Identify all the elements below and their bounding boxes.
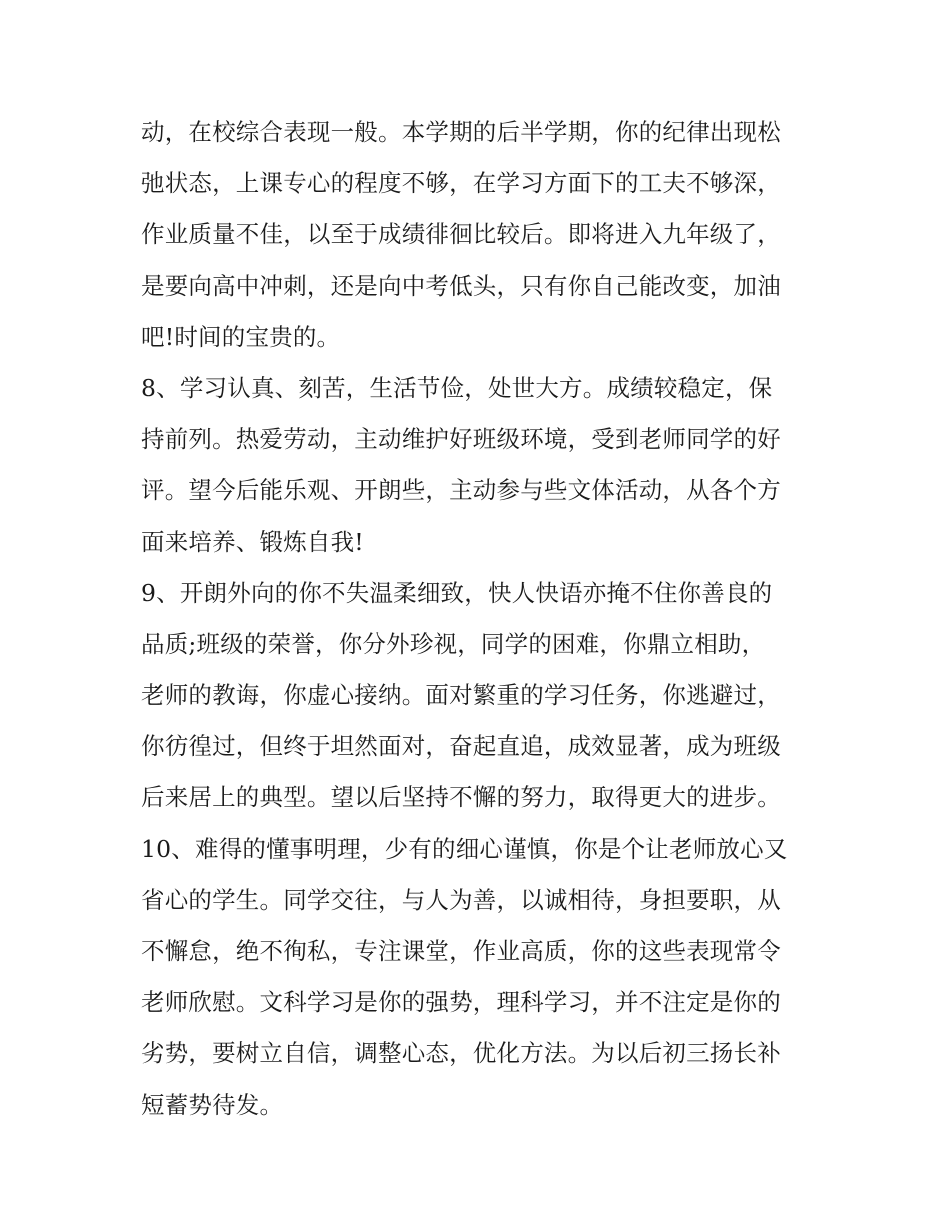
text-line: 动，在校综合表现一般。本学期的后半学期，你的纪律出现松 — [141, 118, 781, 146]
text-line: 短蓄势待发。 — [141, 1090, 284, 1119]
text-line: 你彷徨过，但终于坦然面对，奋起直追，成效显著，成为班级 — [141, 732, 781, 761]
document-body — [141, 107, 821, 1131]
text-line: 不懈怠，绝不徇私，专注课堂，作业高质，你的这些表现常令 — [141, 937, 781, 965]
text-line: 评。望今后能乐观、开朗些，主动参与些文体活动，从各个方 — [141, 476, 781, 505]
text-line: 作业质量不佳，以至于成绩徘徊比较后。即将进入九年级了， — [141, 220, 781, 249]
text-line: 弛状态，上课专心的程度不够，在学习方面下的工夫不够深， — [141, 169, 781, 198]
text-line: 是要向高中冲刺，还是向中考低头，只有你自己能改变，加油 — [141, 271, 781, 300]
text-line: 面来培养、锻炼自我! — [141, 527, 364, 556]
text-line: 品质;班级的荣誉，你分外珍视，同学的困难，你鼎立相助， — [141, 629, 766, 658]
text-line: 吧!时间的宝贵的。 — [141, 322, 341, 351]
text-line: 老师欣慰。文科学习是你的强势，理科学习，并不注定是你的 — [141, 988, 781, 1017]
text-line: 持前列。热爱劳动，主动维护好班级环境，受到老师同学的好 — [141, 425, 781, 454]
text-line: 省心的学生。同学交往，与人为善，以诚相待，身担要职，从 — [141, 885, 781, 914]
text-line: 后来居上的典型。望以后坚持不懈的努力，取得更大的进步。 — [141, 783, 781, 812]
text-line: 劣势，要树立自信，调整心态，优化方法。为以后初三扬长补 — [141, 1039, 781, 1068]
text-line: 10、难得的懂事明理，少有的细心谨慎，你是个让老师放心又 — [141, 834, 788, 863]
text-line: 8、学习认真、刻苦，生活节俭，处世大方。成绩较稳定，保 — [141, 373, 773, 402]
text-line: 9、开朗外向的你不失温柔细致，快人快语亦掩不住你善良的 — [141, 578, 773, 607]
text-line: 老师的教诲，你虚心接纳。面对繁重的学习任务，你逃避过， — [141, 681, 781, 710]
